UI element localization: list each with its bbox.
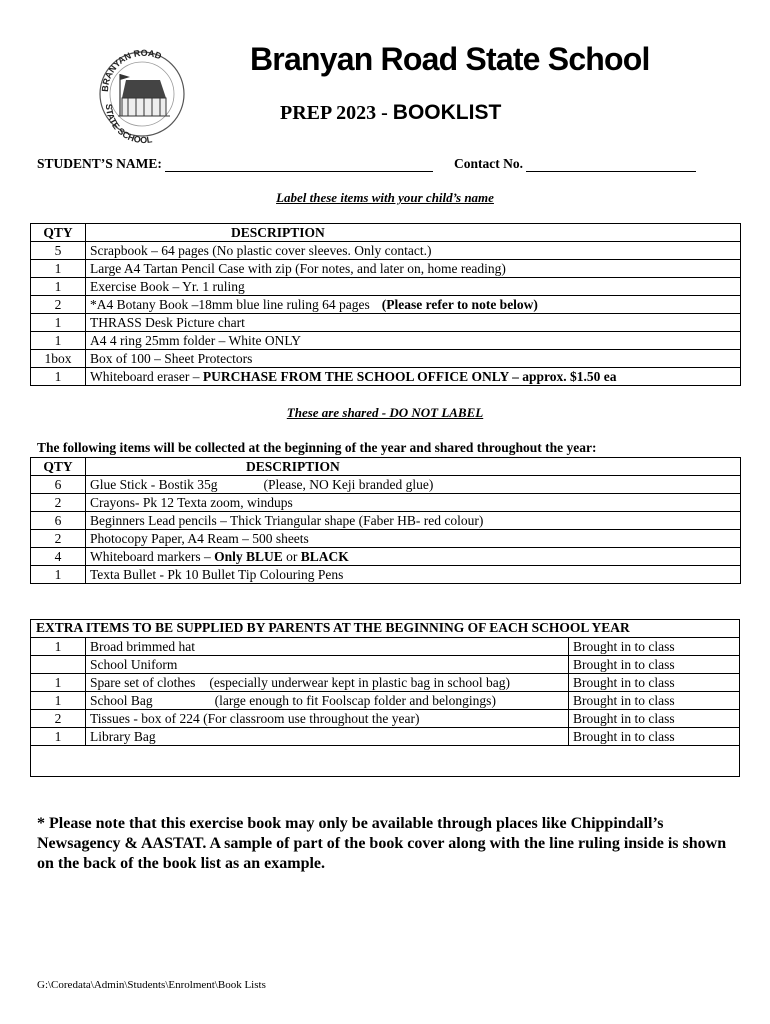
qty-cell: 1 (31, 728, 86, 746)
table-row (31, 494, 741, 512)
description-extra: (Please, NO Keji branded glue) (263, 477, 434, 492)
table-row (31, 638, 740, 656)
description-cell: Scrapbook – 64 pages (No plastic cover sleeves. Only contact.) (86, 242, 741, 260)
description-text: *A4 Botany Book –18mm blue line ruling 64 pages (90, 297, 370, 312)
description-cell (86, 638, 569, 656)
description-bold: Only BLUE (214, 549, 283, 564)
description-cell (86, 710, 569, 728)
student-name-blank (165, 157, 433, 172)
qty-cell: 1 (31, 674, 86, 692)
qty-cell: 1 (31, 566, 86, 584)
booklist-table (30, 223, 741, 386)
status-cell: Brought in to class (569, 656, 740, 674)
description-cell: Exercise Book – Yr. 1 ruling (86, 278, 741, 296)
description-text: Library Bag (90, 729, 156, 744)
description-text: Whiteboard eraser – (90, 369, 203, 384)
qty-cell: 6 (31, 512, 86, 530)
extra-items-heading: EXTRA ITEMS TO BE SUPPLIED BY PARENTS AT THE BEGINNING OF EACH SCHOOL YEAR (36, 620, 630, 635)
description-cell (86, 674, 569, 692)
description-cell: Box of 100 – Sheet Protectors (86, 350, 741, 368)
extra-items-table (30, 637, 740, 746)
qty-cell: 2 (31, 530, 86, 548)
description-bold: PURCHASE FROM THE SCHOOL OFFICE ONLY – approx. $1.50 ea (202, 369, 617, 384)
description-cell: Photocopy Paper, A4 Ream – 500 sheets (86, 530, 741, 548)
description-cell (86, 476, 741, 494)
table-row (31, 242, 741, 260)
qty-header: QTY (31, 458, 86, 476)
description-cell: Beginners Lead pencils – Thick Triangular shape (Faber HB- red colour) (86, 512, 741, 530)
logo-text-top: BRANYAN ROAD (99, 47, 164, 93)
shared-intro: The following items will be collected at the beginning of the year and shared throughout the year: (37, 440, 597, 455)
status-cell: Brought in to class (569, 710, 740, 728)
table-row (31, 314, 741, 332)
description-bold: (Please refer to note below) (381, 297, 538, 312)
qty-cell: 1 (31, 314, 86, 332)
description-note: (large enough to fit Foolscap folder and belongings) (214, 693, 496, 708)
description-text: School Uniform (90, 657, 178, 672)
shared-items-table (30, 457, 741, 584)
table-row (31, 710, 740, 728)
description-cell: Crayons- Pk 12 Texta zoom, windups (86, 494, 741, 512)
qty-cell: 1 (31, 260, 86, 278)
description-cell: A4 4 ring 25mm folder – White ONLY (86, 332, 741, 350)
student-info-line (37, 156, 696, 172)
table-row (31, 548, 741, 566)
label-note: Label these items with your child’s name (276, 190, 494, 205)
qty-cell: 4 (31, 548, 86, 566)
table-row (31, 332, 741, 350)
qty-header: QTY (31, 224, 86, 242)
table-row (31, 530, 741, 548)
qty-cell (31, 656, 86, 674)
status-cell: Brought in to class (569, 674, 740, 692)
status-cell: Brought in to class (569, 692, 740, 710)
qty-cell: 1 (31, 278, 86, 296)
table-row (31, 278, 741, 296)
page-title (280, 101, 501, 125)
description-header: DESCRIPTION (86, 224, 741, 242)
logo-text-bottom: STATE SCHOOL (103, 103, 153, 146)
table-row (31, 656, 740, 674)
description-text: or (282, 549, 301, 564)
table-row (31, 260, 741, 278)
description-cell (86, 656, 569, 674)
description-text: Broad brimmed hat (90, 639, 195, 654)
description-cell (86, 692, 569, 710)
student-name-label: STUDENT’S NAME: (37, 156, 162, 171)
description-cell (86, 296, 741, 314)
description-text: Tissues - box of 224 (For classroom use throughout the year) (90, 711, 420, 726)
table-row (31, 728, 740, 746)
exercise-book-note: * Please note that this exercise book may only be available through places like Chippindall’s Newsagency & AASTAT. A sample of part of the book cover along with the line ruling inside is shown on the back of the book list as an example. (37, 815, 727, 872)
qty-cell: 2 (31, 710, 86, 728)
table-header-row (31, 224, 741, 242)
description-text: Glue Stick - Bostik 35g (90, 477, 218, 492)
qty-cell: 1 (31, 368, 86, 386)
status-cell: Brought in to class (569, 728, 740, 746)
table-row (31, 350, 741, 368)
table-header-row (31, 458, 741, 476)
shared-note: These are shared - DO NOT LABEL (286, 405, 484, 420)
title-booklist: BOOKLIST (392, 101, 502, 124)
description-note: (especially underwear kept in plastic bag in school bag) (209, 675, 510, 690)
table-row (31, 296, 741, 314)
description-cell (86, 728, 569, 746)
qty-cell: 5 (31, 242, 86, 260)
qty-cell: 2 (31, 296, 86, 314)
description-text: Spare set of clothes (90, 675, 196, 690)
school-logo (96, 30, 188, 146)
description-cell: Large A4 Tartan Pencil Case with zip (For notes, and later on, home reading) (86, 260, 741, 278)
qty-cell: 1 (31, 638, 86, 656)
description-header: DESCRIPTION (86, 458, 741, 476)
table-row (31, 368, 741, 386)
qty-cell: 1box (31, 350, 86, 368)
table-row (31, 692, 740, 710)
qty-cell: 1 (31, 692, 86, 710)
description-cell (86, 548, 741, 566)
contact-label: Contact No. (454, 156, 524, 171)
table-row (31, 566, 741, 584)
description-text: School Bag (90, 693, 153, 708)
table-row (31, 512, 741, 530)
contact-blank (526, 157, 696, 172)
table-row (31, 674, 740, 692)
table-row (31, 476, 741, 494)
description-cell: Texta Bullet - Pk 10 Bullet Tip Colouring Pens (86, 566, 741, 584)
qty-cell: 1 (31, 332, 86, 350)
qty-cell: 6 (31, 476, 86, 494)
description-text: Whiteboard markers – (90, 549, 215, 564)
description-cell: THRASS Desk Picture chart (86, 314, 741, 332)
description-cell (86, 368, 741, 386)
description-bold: BLACK (300, 549, 349, 564)
status-cell: Brought in to class (569, 638, 740, 656)
title-year: PREP 2023 - (280, 102, 393, 124)
file-path-footer: G:\Coredata\Admin\Students\Enrolment\Book Lists (37, 979, 266, 991)
qty-cell: 2 (31, 494, 86, 512)
school-name: Branyan Road State School (250, 41, 650, 77)
